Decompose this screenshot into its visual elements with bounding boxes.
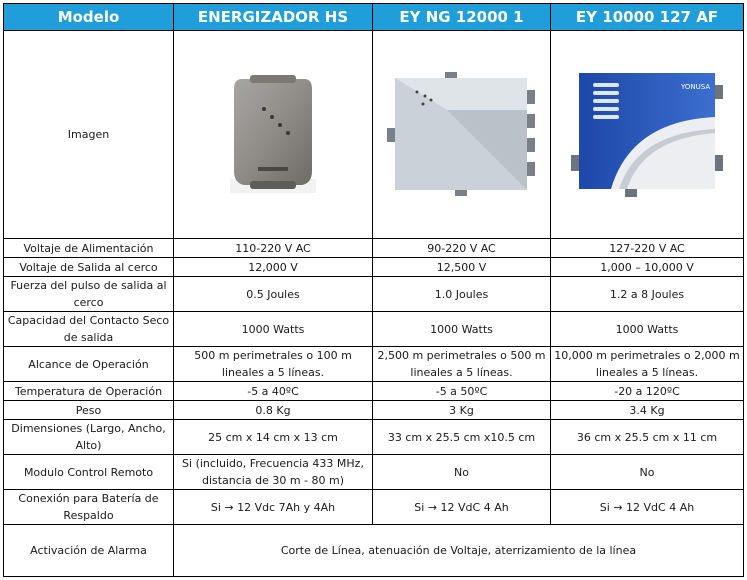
- table-row: [4, 277, 744, 312]
- header-row: [4, 4, 744, 31]
- row-value: 12,500 V: [373, 258, 551, 277]
- row-value: 90-220 V AC: [373, 239, 551, 258]
- row-value: 10,000 m perimetrales o 2,000 m lineales a 5 líneas.: [551, 347, 744, 382]
- table-row: [4, 347, 744, 382]
- row-value: -20 a 120ºC: [551, 382, 744, 401]
- row-value: Si → 12 Vdc 7Ah y 4Ah: [174, 490, 373, 525]
- row-value: 1.0 Joules: [373, 277, 551, 312]
- row-value: Si → 12 VdC 4 Ah: [551, 490, 744, 525]
- image-row-label: Imagen: [4, 31, 174, 239]
- row-value: 1000 Watts: [174, 312, 373, 347]
- row-label: Modulo Control Remoto: [4, 455, 174, 490]
- table-row: [4, 490, 744, 525]
- row-value: 127-220 V AC: [551, 239, 744, 258]
- alarm-row-value: Corte de Línea, atenuación de Voltaje, aterrizamiento de la línea: [174, 525, 744, 577]
- energizador-hs-device: [228, 75, 318, 195]
- row-value: 500 m perimetrales o 100 m lineales a 5 líneas.: [174, 347, 373, 382]
- table-row: [4, 420, 744, 455]
- row-value: 110-220 V AC: [174, 239, 373, 258]
- table-row: [4, 455, 744, 490]
- header-energizador-hs: ENERGIZADOR HS: [174, 4, 373, 31]
- alarm-row: [4, 525, 744, 577]
- row-label: Voltaje de Salida al cerco: [4, 258, 174, 277]
- header-ey-10000-127-af: EY 10000 127 AF: [551, 4, 744, 31]
- table-row: [4, 239, 744, 258]
- row-value: 12,000 V: [174, 258, 373, 277]
- spec-comparison-table: [3, 3, 744, 577]
- row-label: Voltaje de Alimentación: [4, 239, 174, 258]
- image-row: [4, 31, 744, 239]
- row-label: Alcance de Operación: [4, 347, 174, 382]
- header-ey-ng-12000: EY NG 12000 1: [373, 4, 551, 31]
- row-value: 3.4 Kg: [551, 401, 744, 420]
- table-row: [4, 382, 744, 401]
- row-value: 1,000 – 10,000 V: [551, 258, 744, 277]
- row-value: 1000 Watts: [551, 312, 744, 347]
- row-label: Capacidad del Contacto Seco de salida: [4, 312, 174, 347]
- image-cell-energizador-hs: [174, 31, 373, 239]
- ey-10000-127-af-device: [571, 71, 723, 199]
- row-value: 0.5 Joules: [174, 277, 373, 312]
- device-brand-logo: YONUSA: [681, 82, 711, 91]
- table-row: [4, 258, 744, 277]
- row-value: Si (incluido, Frecuencia 433 MHz, distancia de 30 m - 80 m): [174, 455, 373, 490]
- row-value: -5 a 50ºC: [373, 382, 551, 401]
- row-value: -5 a 40ºC: [174, 382, 373, 401]
- image-cell-ey-ng-12000: [373, 31, 551, 239]
- row-value: 1.2 a 8 Joules: [551, 277, 744, 312]
- row-value: 2,500 m perimetrales o 500 m lineales a 5 líneas.: [373, 347, 551, 382]
- row-value: No: [373, 455, 551, 490]
- row-value: Si → 12 VdC 4 Ah: [373, 490, 551, 525]
- row-label: Dimensiones (Largo, Ancho, Alto): [4, 420, 174, 455]
- row-label: Peso: [4, 401, 174, 420]
- row-value: 36 cm x 25.5 cm x 11 cm: [551, 420, 744, 455]
- table-row: [4, 401, 744, 420]
- row-value: No: [551, 455, 744, 490]
- row-label: Fuerza del pulso de salida al cerco: [4, 277, 174, 312]
- row-value: 0.8 Kg: [174, 401, 373, 420]
- header-modelo: Modelo: [4, 4, 174, 31]
- row-value: 3 Kg: [373, 401, 551, 420]
- ey-ng-12000-device: [387, 70, 537, 200]
- row-label: Conexión para Batería de Respaldo: [4, 490, 174, 525]
- table-row: [4, 312, 744, 347]
- row-label: Temperatura de Operación: [4, 382, 174, 401]
- image-cell-ey-10000-127-af: [551, 31, 744, 239]
- row-value: 1000 Watts: [373, 312, 551, 347]
- alarm-row-label: Activación de Alarma: [4, 525, 174, 577]
- row-value: 25 cm x 14 cm x 13 cm: [174, 420, 373, 455]
- row-value: 33 cm x 25.5 cm x10.5 cm: [373, 420, 551, 455]
